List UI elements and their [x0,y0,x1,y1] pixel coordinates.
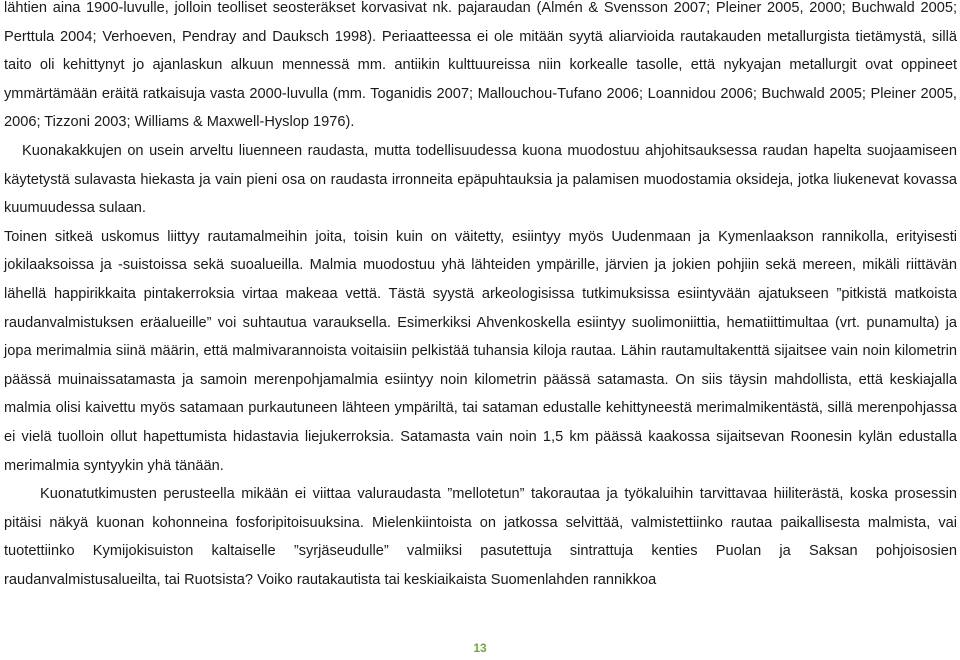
paragraph-2: Kuonakakkujen on usein arveltu liuenneen raudasta, mutta todellisuudessa kuona muodostuu ahjohitsauksessa raudan hapelta suojaamiseen käytetystä sulavasta hiekasta ja vain pieni osa on raudasta irronneita epäpuhtauksia ja palamisen muodostamia oksideja, jotka liukenevat kovassa kuumuudessa sulaan. [4,142,957,217]
paragraph-4: Kuonatutkimusten perusteella mikään ei viittaa valuraudasta ”mellotetun” takorautaa ja työkaluihin tarvittavaa hiiliterästä, koska prosessin pitäisi näkyä kuonan kohonneina fosforipitoisuuksina. Mielenkiintoista on jatkossa selvittää, valmistettiinko rautaa paikallisesta malmista, vai tuotettiinko Kymijokisuiston kaltaiselle ”syrjäseudulle” valmiiksi pasutettuja sintrattuja kenties Puolan ja Saksan pohjoisosien raudanvalmistusalueilta, tai Ruotsista? Voiko rautakautista tai keskiaikaista Suomenlahden rannikkoa [4,486,957,588]
paragraph-3: Toinen sitkeä uskomus liittyy rautamalmeihin joita, toisin kuin on väitetty, esiintyy myös Uudenmaan ja Kymenlaakson rannikolla, erityisesti jokilaaksoissa ja -suistoissa sekä suoalueilla. Malmia muodostuu yhä lähteiden ympärille, järvien ja jokien pohjiin sekä mereen, mikäli riittävän lähellä happirikkaita pintakerroksia virtaa makeaa vettä. Tästä syystä arkeologisissa tutkimuksissa esiintyvään ajatukseen ”pitkistä matkoista raudanvalmistuksen eräalueille” voi suhtautua varauksella. Esimerkiksi Ahvenkoskella esiintyy suolimoniittia, hematiittimultaa (vrt. punamulta) ja jopa merimalmia siinä määrin, että malmivarannoista voitaisiin pelkistää tuhansia kiloja rautaa. Lähin rautamultakenttä sijaitsee vain noin kilometrin päässä muinaissatamasta ja samoin merenpohjamalmia esiintyy noin kilometrin päässä satamasta. On siis täysin mahdollista, että keskiajalla malmia olisi kaivettu myös satamaan purkautuneen lähteen ympäriltä, tai sataman edustalle kehittyneestä merimalmikentästä, sillä merenpohjassa ei vielä tuolloin ollut hapettumista hidastavia liejukerroksia. Satamasta vain noin 1,5 km päässä kaakossa sijaitsevan Roonesin kylän edustalla merimalmia syntyykin yhä tänään. [4,228,957,474]
body-text [4,0,957,594]
paragraph-1: lähtien aina 1900-luvulle, jolloin teolliset seosteräkset korvasivat nk. pajaraudan (Almén & Svensson 2007; Pleiner 2005, 2000; Buchwald 2005; Perttula 2004; Verhoeven, Pendray and Dauksch 1998). Periaatteessa ei ole mitään syytä aliarvioida rautakauden metallurgista tietämystä, sillä taito oli kehittynyt jo ajanlaskun alkuun mennessä mm. antiikin kulttuureissa niin korkealle tasolle, että nykyajan metallurgit ovat oppineet ymmärtämään eräitä ratkaisuja vasta 2000-luvulla (mm. Toganidis 2007; Mallouchou-Tufano 2006; Loannidou 2006; Buchwald 2005; Pleiner 2005, 2006; Tizzoni 2003; Williams & Maxwell-Hyslop 1976). [4,0,957,131]
page-number: 13 [473,641,487,655]
